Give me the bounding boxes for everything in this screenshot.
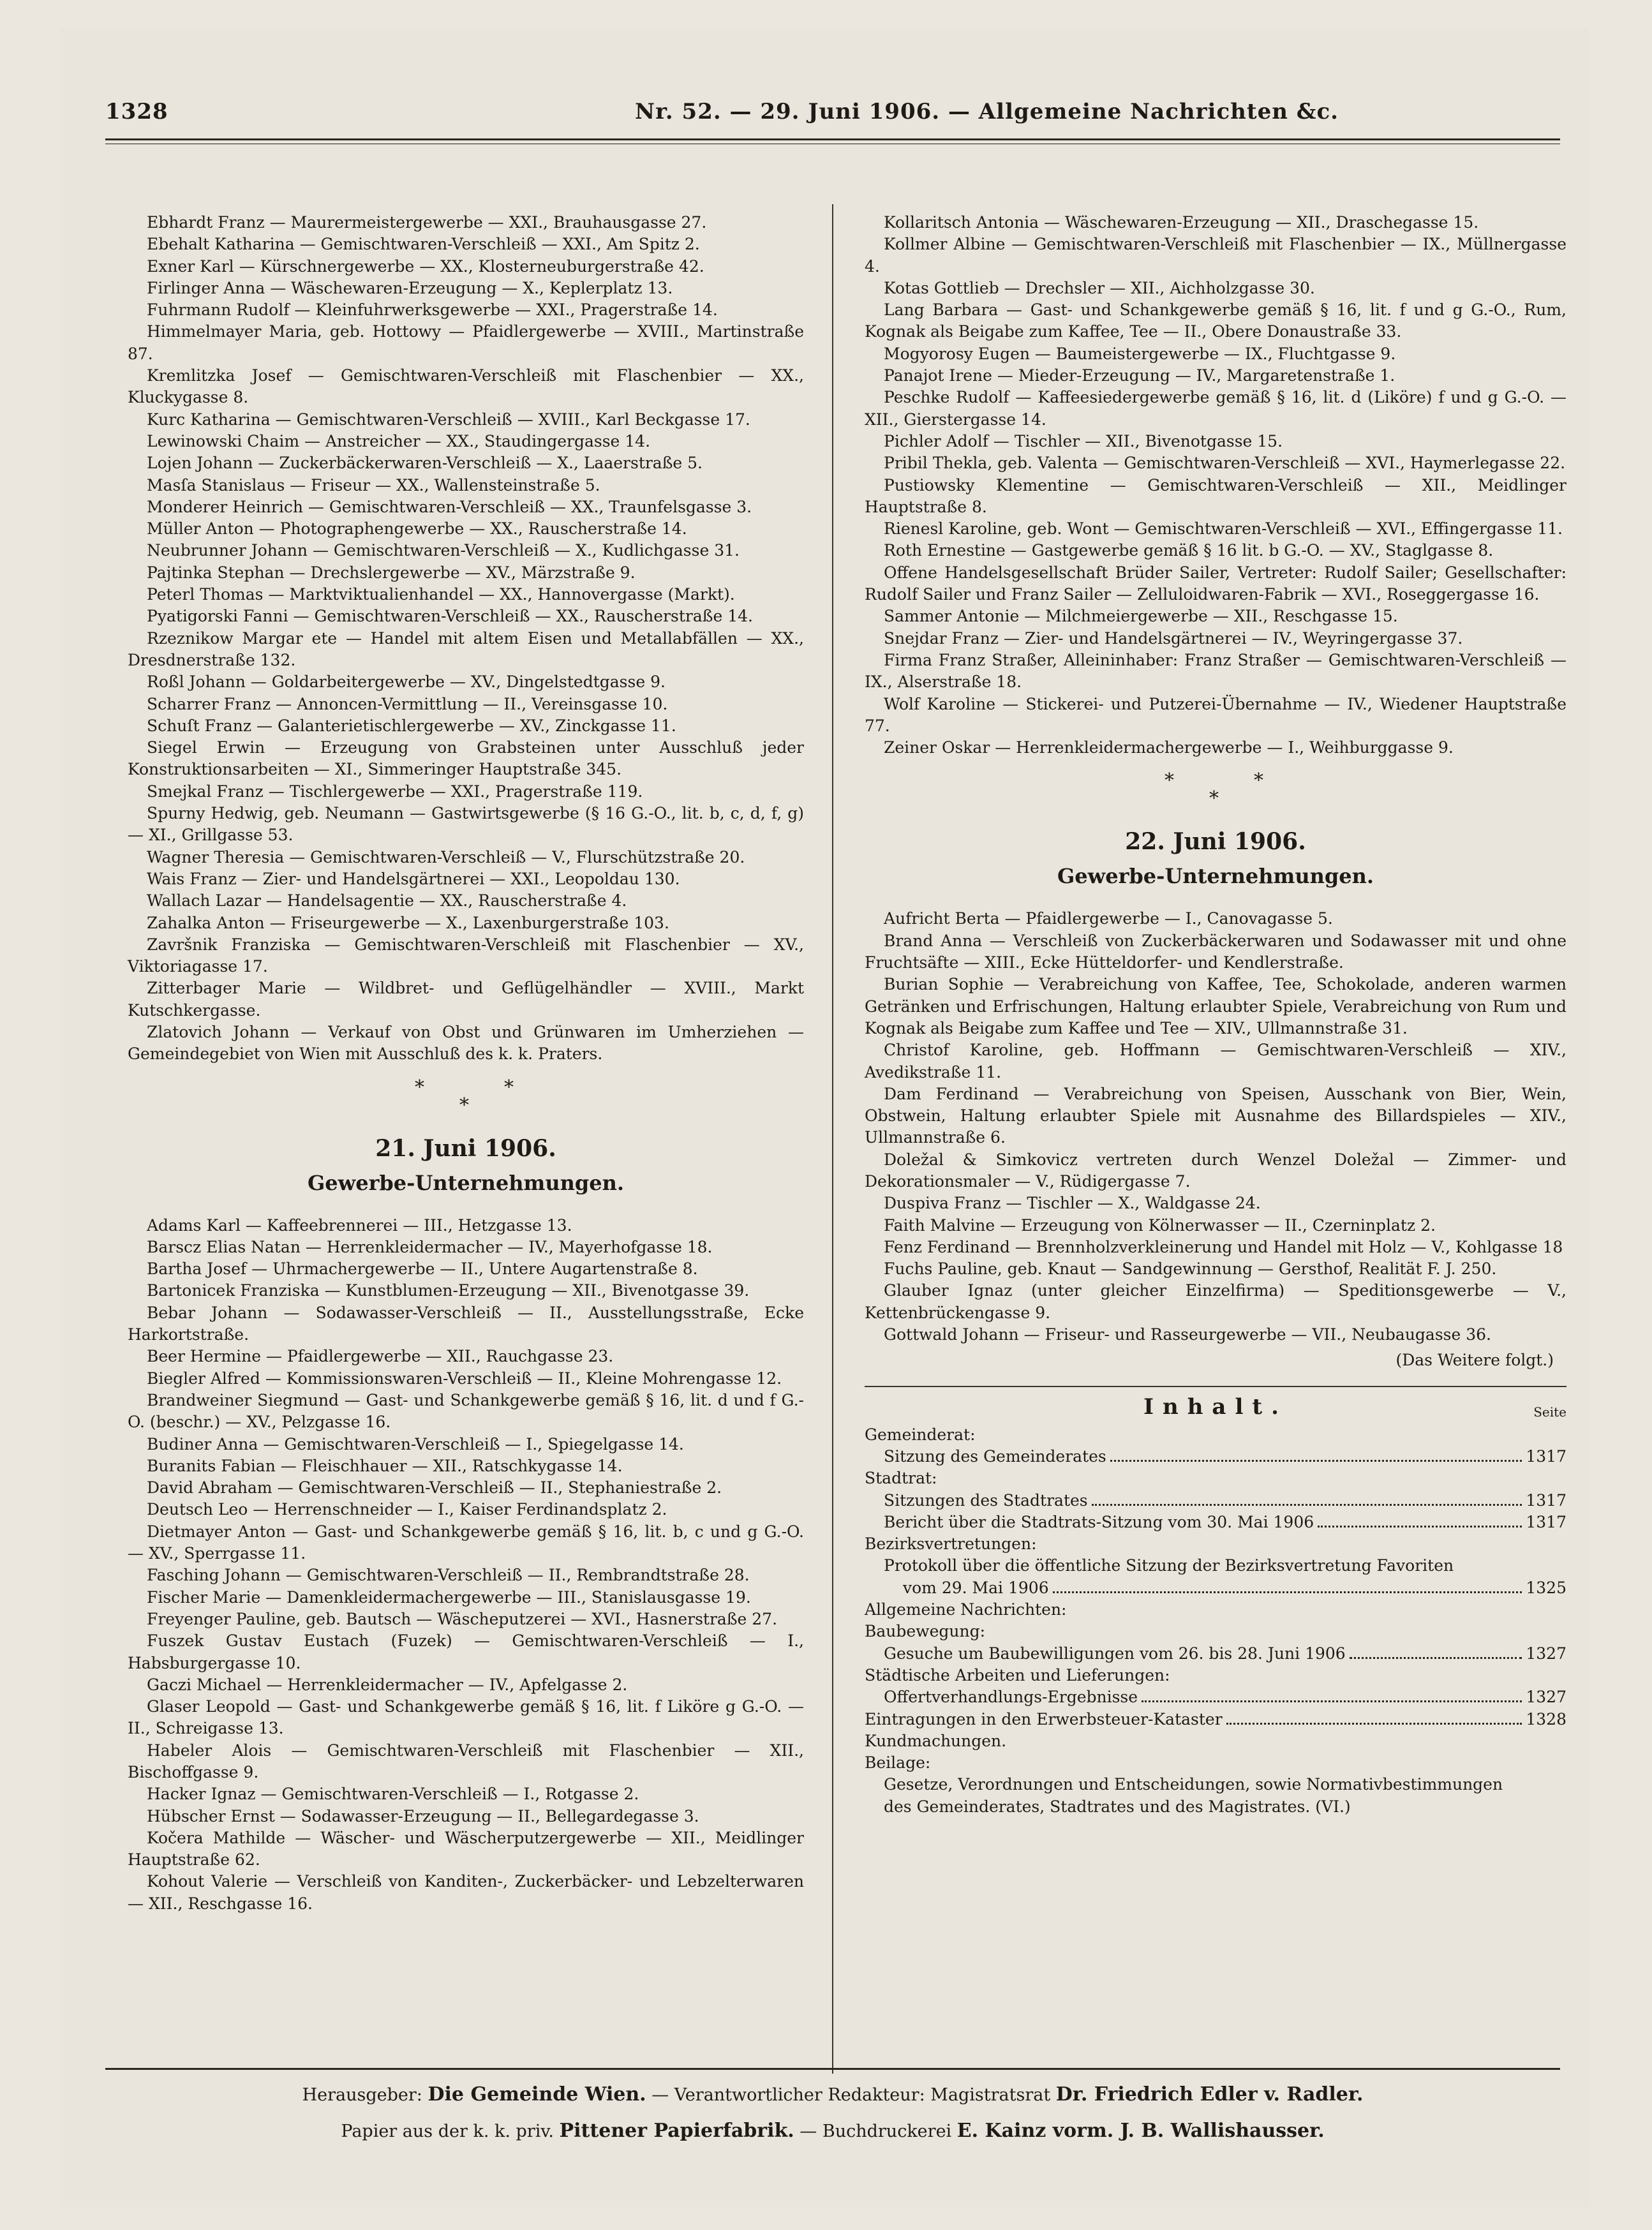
list-item: Brandweiner Siegmund — Gast- und Schankgewerbe gemäß § 16, lit. d und f G.-O. (beschr.) — XV., Pelzgasse 16. [128, 1390, 804, 1432]
list-item: Exner Karl — Kürschnergewerbe — XX., Klosterneuburgerstraße 42. [147, 256, 704, 276]
toc-page-number: 1327 [1526, 1644, 1566, 1663]
toc-label: Städtische Arbeiten und Lieferungen: [865, 1665, 1170, 1684]
toc-leader-dots [1092, 1504, 1522, 1506]
toc-line [865, 1752, 1566, 1774]
list-item: Pajtinka Stephan — Drechslergewerbe — XV., Märzstraße 9. [147, 563, 636, 582]
section-separator-stars: * * * [1165, 769, 1263, 810]
toc-label: Gesetze, Verordnungen und Entscheidungen, sowie Normativbestimmungen [884, 1775, 1503, 1794]
list-item: Snejdar Franz — Zier- und Handelsgärtnerei — IV., Weyringergasse 37. [884, 628, 1463, 648]
list-item: Habeler Alois — Gemischtwaren-Verschleiß mit Flaschenbier — XII., Bischoffgasse 9. [128, 1741, 804, 1781]
list-item: Neubrunner Johann — Gemischtwaren-Verschleiß — X., Kudlichgasse 31. [147, 541, 740, 560]
list-item: Siegel Erwin — Erzeugung von Grabsteinen unter Ausschluß jeder Konstruktionsarbeiten — XI., Simmeringer Hauptstraße 345. [128, 738, 804, 779]
toc-line [865, 1621, 1566, 1642]
list-item: Peterl Thomas — Marktviktualienhandel — XX., Hannovergasse (Markt). [147, 585, 735, 604]
list-item: Bartha Josef — Uhrmachergewerbe — II., Untere Augartenstraße 8. [147, 1260, 698, 1279]
toc-line [865, 1686, 1566, 1708]
toc-label: Beilage: [865, 1753, 931, 1773]
list-item: Peschke Rudolf — Kaffeesiedergewerbe gemäß § 16, lit. d (Liköre) f und g G.-O. — XII., Gierstergasse 14. [865, 388, 1566, 429]
list-item: Müller Anton — Photographengewerbe — XX., Rauscherstraße 14. [147, 519, 687, 539]
list-item: Roth Ernestine — Gastgewerbe gemäß § 16 lit. b G.-O. — XV., Staglgasse 8. [884, 541, 1494, 560]
toc-leader-dots [1350, 1657, 1522, 1659]
list-item: Mogyorosy Eugen — Baumeistergewerbe — IX., Fluchtgasse 9. [884, 344, 1396, 363]
toc-line [865, 1424, 1566, 1446]
list-item: Adams Karl — Kaffeebrennerei — III., Hetzgasse 13. [147, 1215, 572, 1235]
list-item: Kurc Katharina — Gemischtwaren-Verschleiß — XVIII., Karl Beckgasse 17. [147, 410, 750, 429]
toc-page-number: 1325 [1526, 1578, 1566, 1597]
toc-leader-dots [1053, 1591, 1522, 1593]
list-item: Christof Karoline, geb. Hoffmann — Gemischtwaren-Verschleiß — XIV., Avedikstraße 11. [865, 1041, 1566, 1082]
list-item: Pichler Adolf — Tischler — XII., Bivenotgasse 15. [884, 431, 1283, 450]
list-item: Wais Franz — Zier- und Handelsgärtnerei — XXI., Leopoldau 130. [147, 869, 680, 888]
list-item: Brand Anna — Verschleiß von Zuckerbäckerwaren und Sodawasser mit und ohne Fruchtsäfte — XIII., Ecke Hütteldorfer- und Kendlerstraße. [865, 931, 1566, 972]
toc-label: Gemeinderat: [865, 1425, 976, 1444]
list-item: Lewinowski Chaim — Anstreicher — XX., Staudingergasse 14. [147, 431, 651, 450]
list-item: Wallach Lazar — Handelsagentie — XX., Rauscherstraße 4. [147, 891, 627, 911]
page-title: Nr. 52. — 29. Juni 1906. — Allgemeine Nachrichten &c. [635, 99, 1339, 124]
list-item: Ebhardt Franz — Maurermeistergewerbe — XXI., Brauhausgasse 27. [147, 213, 707, 232]
section-date-21: 21. Juni 1906. [375, 1134, 556, 1162]
footer-line-printer: Papier aus der k. k. priv. Pittener Papierfabrik. — Buchdruckerei E. Kainz vorm. J. B. Wallishausser. [341, 2120, 1325, 2142]
toc-label: Sitzungen des Stadtrates [884, 1490, 1088, 1510]
list-item: Schuſt Franz — Galanterietischlergewerbe — XV., Zinckgasse 11. [147, 716, 676, 735]
list-item: Fasching Johann — Gemischtwaren-Verschleiß — II., Rembrandtstraße 28. [147, 1566, 750, 1585]
list-item: Buranits Fabian — Fleischhauer — XII., Ratschkygasse 14. [147, 1456, 623, 1475]
list-item: Lang Barbara — Gast- und Schankgewerbe gemäß § 16, lit. f und g G.-O., Rum, Kognak als Beigabe zum Kaffee, Tee — II., Obere Donaustraße 33. [865, 301, 1566, 341]
list-item: Freyenger Pauline, geb. Bautsch — Wäscheputzerei — XVI., Hasnerstraße 27. [147, 1609, 778, 1628]
list-item: Spurny Hedwig, geb. Neumann — Gastwirtsgewerbe (§ 16 G.-O., lit. b, c, d, f, g) — XI., Grillgasse 53. [128, 804, 804, 845]
list-item: Budiner Anna — Gemischtwaren-Verschleiß — I., Spiegelgasse 14. [147, 1434, 684, 1453]
section-date-22: 22. Juni 1906. [1125, 828, 1306, 856]
list-item: Ebehalt Katharina — Gemischtwaren-Verschleiß — XXI., Am Spitz 2. [147, 235, 700, 254]
list-item: Monderer Heinrich — Gemischtwaren-Verschleiß — XX., Traunfelsgasse 3. [147, 497, 752, 516]
entry-list-21 [128, 1215, 804, 1915]
right-entry-list [865, 212, 1566, 759]
toc-label: Protokoll über die öffentliche Sitzung der Bezirksvertretung Favoriten [884, 1556, 1454, 1575]
toc-label: Baubewegung: [865, 1622, 986, 1641]
list-item: Pustiowsky Klementine — Gemischtwaren-Verschleiß — XII., Meidlinger Hauptstraße 8. [865, 475, 1566, 516]
left-entry-list [128, 212, 804, 1066]
toc-label: Allgemeine Nachrichten: [865, 1600, 1067, 1619]
list-item: Deutsch Leo — Herrenschneider — I., Kaiser Ferdinandsplatz 2. [147, 1500, 667, 1519]
list-item: Dietmayer Anton — Gast- und Schankgewerbe gemäß § 16, lit. b, c und g G.-O. — XV., Sperrgasse 11. [128, 1522, 804, 1563]
toc-line [865, 1446, 1566, 1468]
toc-label: vom 29. Mai 1906 [903, 1578, 1049, 1597]
list-item: Doležal & Simkovicz vertreten durch Wenzel Doležal — Zimmer- und Dekorationsmaler — V., Rüdigergasse 7. [865, 1150, 1566, 1191]
toc-leader-dots [1226, 1723, 1522, 1725]
list-item: Glaser Leopold — Gast- und Schankgewerbe gemäß § 16, lit. f Liköre g G.-O. — II., Schreigasse 13. [128, 1697, 804, 1738]
toc-page-number: 1317 [1526, 1512, 1566, 1531]
list-item: Himmelmayer Maria, geb. Hottowy — Pfaidlergewerbe — XVIII., Martinstraße 87. [128, 322, 804, 363]
list-item: Glauber Ignaz (unter gleicher Einzelfirma) — Speditionsgewerbe — V., Kettenbrückengasse 9. [865, 1281, 1566, 1322]
list-item: Hacker Ignaz — Gemischtwaren-Verschleiß — I., Rotgasse 2. [147, 1785, 639, 1804]
toc-label: des Gemeinderates, Stadtrates und des Magistrates. (VI.) [884, 1797, 1351, 1816]
toc-line [865, 1533, 1566, 1555]
list-item: Fuszek Gustav Eustach (Fuzek) — Gemischtwaren-Verschleiß — I., Habsburgergasse 10. [128, 1632, 804, 1672]
list-item: Biegler Alfred — Kommissionswaren-Verschleiß — II., Kleine Mohrengasse 12. [147, 1369, 782, 1388]
table-of-contents [865, 1424, 1566, 1818]
toc-leader-dots [1318, 1526, 1522, 1528]
toc-label: Stadtrat: [865, 1469, 937, 1488]
toc-label: Bericht über die Stadtrats-Sitzung vom 30. Mai 1906 [884, 1512, 1314, 1531]
list-item: Scharrer Franz — Annoncen-Vermittlung — II., Vereinsgasse 10. [147, 694, 668, 713]
toc-line [865, 1665, 1566, 1686]
list-item: Panajot Irene — Mieder-Erzeugung — IV., Margaretenstraße 1. [884, 366, 1395, 385]
list-item: Fuchs Pauline, geb. Knaut — Sandgewinnung — Gersthof, Realität F. J. 250. [884, 1260, 1497, 1279]
list-item: Pyatigorski Fanni — Gemischtwaren-Verschleiß — XX., Rauscherstraße 14. [147, 607, 753, 626]
list-item: Kremlitzka Josef — Gemischtwaren-Verschleiß mit Flaschenbier — XX., Kluckygasse 8. [128, 366, 804, 407]
toc-line [865, 1577, 1566, 1599]
list-item: Lojen Johann — Zuckerbäckerwaren-Verschleiß — X., Laaerstraße 5. [147, 454, 703, 473]
list-item: Završnik Franziska — Gemischtwaren-Verschleiß mit Flaschenbier — XV., Viktoriagasse 17. [128, 935, 804, 976]
list-item: Hübscher Ernst — Sodawasser-Erzeugung — II., Bellegardegasse 3. [147, 1806, 699, 1825]
list-item: Fuhrmann Rudolf — Kleinfuhrwerksgewerbe — XXI., Pragerstraße 14. [147, 301, 718, 320]
list-item: Gottwald Johann — Friseur- und Rasseurgewerbe — VII., Neubaugasse 36. [884, 1325, 1491, 1344]
list-item: Faith Malvine — Erzeugung von Kölnerwasser — II., Czerninplatz 2. [884, 1215, 1436, 1235]
list-item: Wolf Karoline — Stickerei- und Putzerei-Übernahme — IV., Wiedener Hauptstraße 77. [865, 694, 1566, 735]
right-column [865, 212, 1566, 1818]
toc-label: Bezirksvertretungen: [865, 1535, 1037, 1554]
toc-title: Inhalt. [1143, 1394, 1288, 1420]
list-item: Kotas Gottlieb — Drechsler — XII., Aichholzgasse 30. [884, 278, 1315, 297]
list-item: Offene Handelsgesellschaft Brüder Sailer, Vertreter: Rudolf Sailer; Gesellschafter: Rudolf Sailer und Franz Sailer — Zelluloidwaren-Fabrik — XVI., Roseggergasse 16. [865, 563, 1566, 604]
list-item: Wagner Theresia — Gemischtwaren-Verschleiß — V., Flurschützstraße 20. [147, 847, 745, 866]
toc-line [865, 1599, 1566, 1621]
footer-line-publisher: Herausgeber: Die Gemeinde Wien. — Verantwortlicher Redakteur: Magistratsrat Dr. Friedrich Edler v. Radler. [302, 2083, 1364, 2106]
left-column [128, 212, 804, 1915]
toc-label: Gesuche um Baubewilligungen vom 26. bis 28. Juni 1906 [884, 1644, 1346, 1663]
toc-page-number: 1328 [1526, 1709, 1566, 1728]
list-item: Burian Sophie — Verabreichung von Kaffee, Tee, Schokolade, anderen warmen Getränken und Erfrischungen, Haltung erlaubter Spiele, Verabreichung von Rum und Kognak als Beigabe zum Kaffee und Tee — XIV., Ullmannstraße 31. [865, 975, 1566, 1037]
section-heading-22: Gewerbe-Unternehmungen. [1057, 864, 1374, 889]
list-item: Smejkal Franz — Tischlergewerbe — XXI., Pragerstraße 119. [147, 782, 643, 801]
page-number: 1328 [105, 99, 168, 124]
toc-seite-label: Seite [1533, 1404, 1566, 1420]
list-item: Rienesl Karoline, geb. Wont — Gemischtwaren-Verschleiß — XVI., Effingergasse 11. [884, 519, 1563, 539]
list-item: Fenz Ferdinand — Brennholzverkleinerung und Handel mit Holz — V., Kohlgasse 18 [884, 1237, 1563, 1256]
toc-leader-dots [1110, 1460, 1522, 1462]
list-item: Beer Hermine — Pfaidlergewerbe — XII., Rauchgasse 23. [147, 1347, 614, 1366]
entry-list-22 [865, 908, 1566, 1346]
toc-rule [865, 1386, 1566, 1387]
list-item: Rzeznikow Margar ete — Handel mit altem Eisen und Metallabfällen — XX., Dresdnerstraße 132. [128, 628, 804, 669]
list-item: Roßl Johann — Goldarbeitergewerbe — XV., Dingelstedtgasse 9. [147, 673, 666, 692]
list-item: Masſa Stanislaus — Friseur — XX., Wallensteinstraße 5. [147, 475, 600, 494]
list-item: Duspiva Franz — Tischler — X., Waldgasse 24. [884, 1194, 1261, 1213]
header-rule [105, 138, 1560, 140]
toc-line [865, 1490, 1566, 1512]
list-item: Bartonicek Franziska — Kunstblumen-Erzeugung — XII., Bivenotgasse 39. [147, 1281, 750, 1300]
toc-line [865, 1512, 1566, 1533]
list-item: Zlatovich Johann — Verkauf von Obst und Grünwaren im Umherziehen — Gemeindegebiet von Wien mit Ausschluß des k. k. Praters. [128, 1022, 804, 1064]
continued-note: (Das Weitere folgt.) [1395, 1351, 1554, 1370]
list-item: Firma Franz Straßer, Alleininhaber: Franz Straßer — Gemischtwaren-Verschleiß — IX., Alserstraße 18. [865, 650, 1566, 692]
list-item: Kollaritsch Antonia — Wäschewaren-Erzeugung — XII., Draschegasse 15. [884, 213, 1479, 232]
toc-line [865, 1643, 1566, 1665]
list-item: Zitterbager Marie — Wildbret- und Geflügelhändler — XVIII., Markt Kutschkergasse. [128, 979, 804, 1020]
list-item: Gaczi Michael — Herrenkleidermacher — IV., Apfelgasse 2. [147, 1675, 628, 1694]
list-item: Sammer Antonie — Milchmeiergewerbe — XII., Reschgasse 15. [884, 607, 1398, 626]
toc-label: Sitzung des Gemeinderates [884, 1446, 1106, 1466]
toc-page-number: 1327 [1526, 1688, 1566, 1707]
toc-page-number: 1317 [1526, 1446, 1566, 1466]
list-item: Pribil Thekla, geb. Valenta — Gemischtwaren-Verschleiß — XVI., Haymerlegasse 22. [884, 454, 1566, 473]
toc-page-number: 1317 [1526, 1490, 1566, 1510]
list-item: Dam Ferdinand — Verabreichung von Speisen, Ausschank von Bier, Wein, Obstwein, Haltung erlaubter Spiele mit Ausnahme des Billardspieles — XIV., Ullmannstraße 6. [865, 1084, 1566, 1147]
list-item: Aufricht Berta — Pfaidlergewerbe — I., Canovagasse 5. [884, 909, 1333, 928]
list-item: Kočera Mathilde — Wäscher- und Wäscherputzergewerbe — XII., Meidlinger Hauptstraße 62. [128, 1828, 804, 1869]
list-item: Firlinger Anna — Wäschewaren-Erzeugung — X., Keplerplatz 13. [147, 278, 673, 297]
list-item: David Abraham — Gemischtwaren-Verschleiß — II., Stephaniestraße 2. [147, 1478, 722, 1498]
toc-leader-dots [1142, 1700, 1522, 1702]
list-item: Barscz Elias Natan — Herrenkleidermacher — IV., Mayerhofgasse 18. [147, 1237, 713, 1256]
toc-label: Offertverhandlungs-Ergebnisse [884, 1688, 1138, 1707]
column-divider [832, 204, 833, 2074]
newspaper-page [61, 29, 1589, 2208]
toc-line [865, 1774, 1566, 1795]
toc-label: Kundmachungen. [865, 1731, 1007, 1750]
list-item: Kohout Valerie — Verschleiß von Kanditen-, Zuckerbäcker- und Lebzelterwaren — XII., Reschgasse 16. [128, 1872, 804, 1913]
toc-label: Eintragungen in den Erwerbsteuer-Kataster [865, 1709, 1223, 1728]
section-separator-stars: * * * [415, 1076, 514, 1117]
toc-line [865, 1730, 1566, 1752]
list-item: Zeiner Oskar — Herrenkleidermachergewerbe — I., Weihburggasse 9. [884, 738, 1454, 757]
list-item: Zahalka Anton — Friseurgewerbe — X., Laxenburgerstraße 103. [147, 913, 669, 932]
toc-line [865, 1468, 1566, 1489]
toc-line [865, 1796, 1566, 1818]
toc-header [865, 1396, 1566, 1424]
footer-rule [105, 2068, 1560, 2070]
list-item: Kollmer Albine — Gemischtwaren-Verschleiß mit Flaschenbier — IX., Müllnergasse 4. [865, 235, 1566, 276]
toc-line [865, 1555, 1566, 1577]
toc-line [865, 1709, 1566, 1730]
list-item: Fischer Marie — Damenkleidermachergewerbe — III., Stanislausgasse 19. [147, 1587, 751, 1607]
page-footer [105, 2077, 1560, 2150]
section-heading-21: Gewerbe-Unternehmungen. [307, 1170, 625, 1195]
list-item: Bebar Johann — Sodawasser-Verschleiß — II., Ausstellungsstraße, Ecke Harkortstraße. [128, 1303, 804, 1344]
